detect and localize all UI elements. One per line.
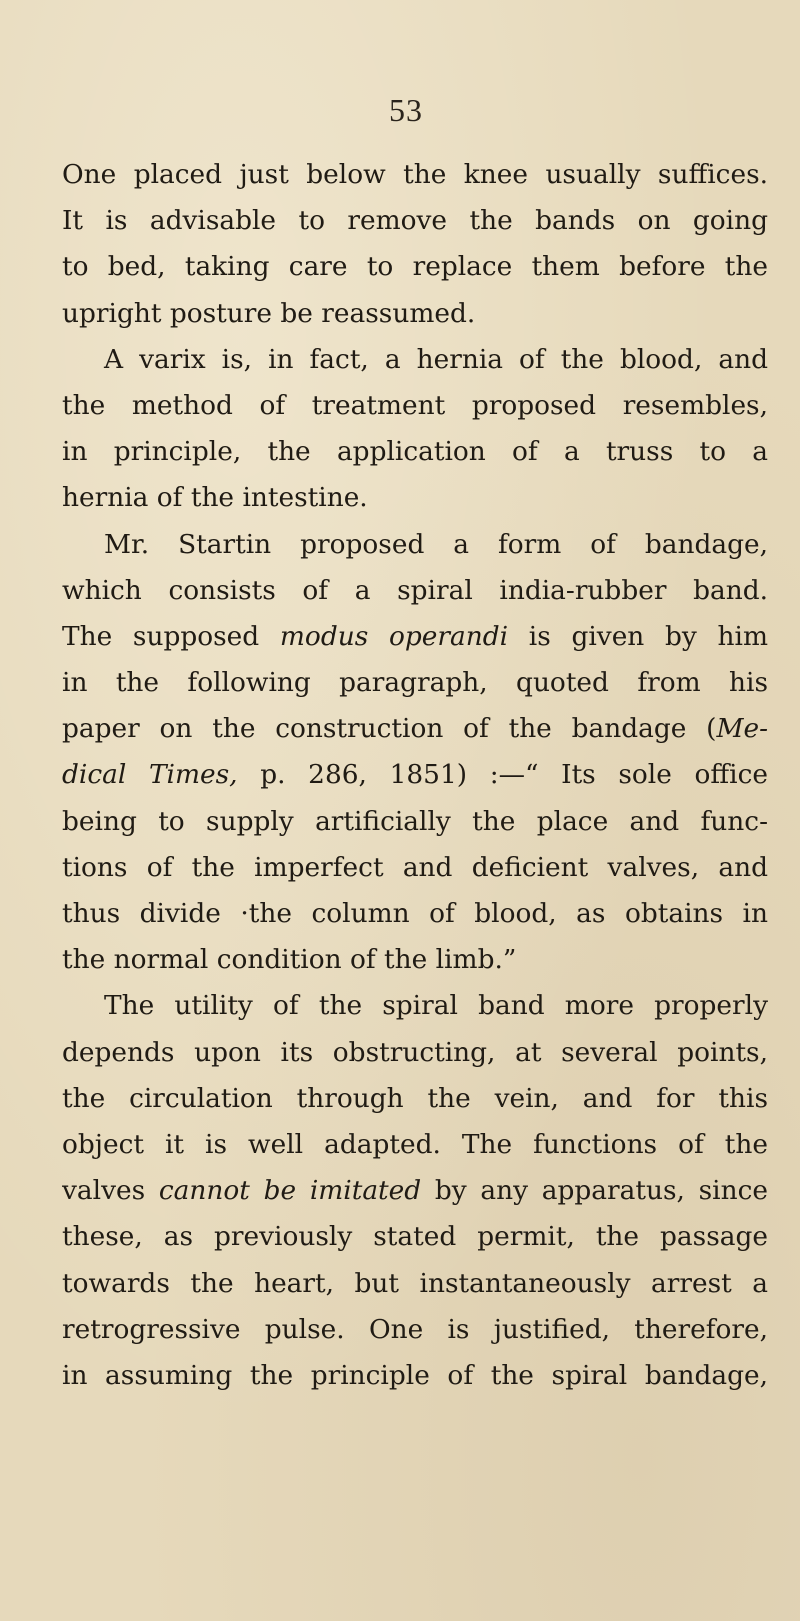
text-run: A varix is, in fact, a hernia of the blood, and (104, 343, 768, 375)
body-text (62, 152, 768, 1399)
text-run: thus divide ·the column of blood, as obtains in (62, 898, 768, 929)
text-run: The utility of the spiral band more properly (104, 990, 768, 1022)
text-run: The supposed (62, 620, 280, 652)
text-line (62, 1261, 768, 1307)
text-run: being to supply artificially the place and func- (62, 805, 768, 837)
text-line (62, 937, 768, 983)
text-line (62, 337, 768, 383)
text-line (62, 198, 768, 244)
text-run: upright posture be reassumed. (62, 297, 476, 329)
text-line (62, 244, 768, 290)
text-line (62, 799, 768, 845)
text-line (62, 291, 768, 337)
text-line (62, 1076, 768, 1122)
text-line (62, 614, 768, 660)
text-run: towards the heart, but instantaneously arrest a (62, 1267, 768, 1299)
text-run: in assuming the principle of the spiral bandage, (62, 1359, 768, 1391)
text-run: which consists of a spiral india-rubber band. (62, 574, 768, 606)
text-run: One placed just below the knee usually suffices. (62, 159, 768, 190)
text-line (62, 752, 768, 798)
text-run: depends upon its obstructing, at several points, (62, 1036, 768, 1068)
text-run: in the following paragraph, quoted from his (62, 667, 768, 699)
text-run: the method of treatment proposed resembles, (62, 389, 768, 421)
text-run: the normal condition of the limb.” (62, 944, 517, 976)
text-run: p. 286, 1851) :—“ Its sole office (237, 759, 768, 791)
text-line (62, 568, 768, 614)
text-run: paper on the construction of the bandage ( (62, 713, 717, 745)
text-line (62, 1214, 768, 1260)
text-line (62, 1122, 768, 1168)
text-line (62, 983, 768, 1029)
italic-text: Me- (716, 713, 768, 745)
text-line (62, 1030, 768, 1076)
text-run: Mr. Startin proposed a form of bandage, (104, 528, 768, 560)
page-number: 53 (389, 92, 423, 128)
text-run: by any apparatus, since (421, 1175, 768, 1207)
italic-text: dical Times, (62, 759, 238, 791)
text-line (62, 706, 768, 752)
text-line (62, 845, 768, 891)
text-run: retrogressive pulse. One is justified, therefore, (62, 1313, 768, 1345)
text-line (62, 522, 768, 568)
text-line (62, 475, 768, 521)
text-run: the circulation through the vein, and for this (62, 1082, 768, 1114)
text-line (62, 383, 768, 429)
text-run: these, as previously stated permit, the passage (62, 1221, 768, 1253)
text-run: to bed, taking care to replace them before the (62, 251, 768, 283)
text-line (62, 429, 768, 475)
text-run: tions of the imperfect and deficient valves, and (62, 851, 768, 883)
text-line (62, 1307, 768, 1353)
text-run: in principle, the application of a truss to a (62, 436, 768, 468)
text-run: is given by him (508, 620, 768, 652)
text-run: hernia of the intestine. (62, 482, 368, 514)
text-line (62, 1353, 768, 1399)
text-run: valves (62, 1175, 159, 1207)
text-line (62, 660, 768, 706)
text-line (62, 1168, 768, 1214)
text-run: It is advisable to remove the bands on going (62, 205, 768, 237)
italic-text: cannot be imitated (158, 1175, 422, 1207)
text-run: object it is well adapted. The functions of the (62, 1128, 768, 1160)
text-line (62, 152, 768, 198)
italic-text: modus operandi (279, 620, 509, 652)
text-line (62, 891, 768, 937)
